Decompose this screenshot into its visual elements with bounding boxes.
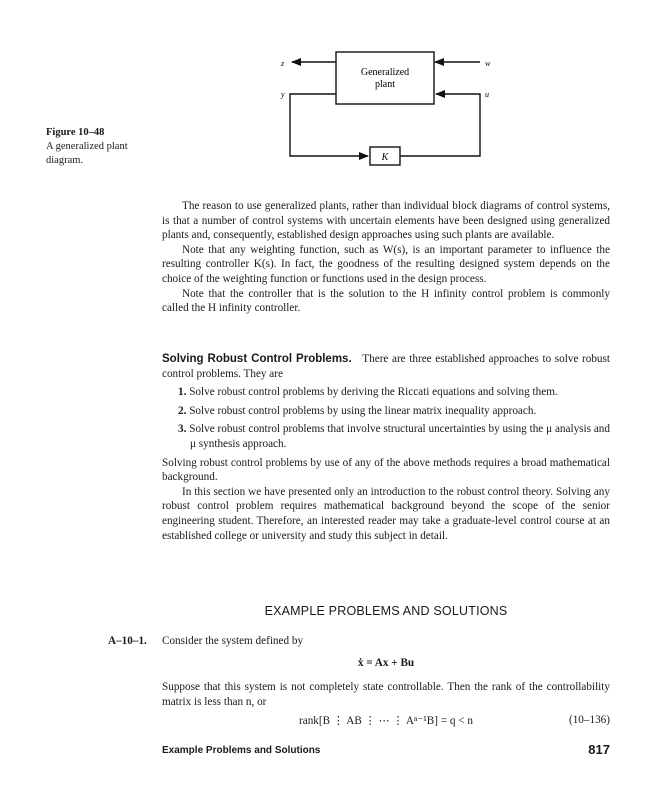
signal-z-label: z	[281, 59, 285, 68]
generalized-plant-diagram	[0, 0, 653, 200]
problem-label: A–10–1.	[108, 635, 147, 647]
paragraph-generalized-plants: The reason to use generalized plants, rather than individual block diagrams of control systems, is that a number of control systems with uncertain elements have been designed using generalized plants and, consequently, established design approaches using such plants are available.	[162, 200, 610, 242]
equation-number: (10–136)	[568, 714, 610, 726]
robust-section-heading: Solving Robust Control Problems.	[162, 353, 352, 365]
figure-caption	[46, 126, 158, 168]
paragraph-weighting-function: Note that any weighting function, such as W(s), is an important parameter to influence the resulting controller K(s). In fact, the goodness of the resulting designed system depends on the choice of the weighting function or functions used in the design process.	[162, 243, 610, 285]
paragraph-summary: In this section we have presented only an introduction to the robust control theory. Solving any robust control problem requires mathematical background beyond the scope of the senior engineering student. Therefore, an interested reader may take a graduate-level control course at an established college or university and study this subject in detail.	[162, 485, 610, 542]
figure-label: Figure 10–48	[46, 127, 105, 138]
state-equation: ẋ = Ax + Bu	[357, 657, 415, 669]
examples-heading: EXAMPLE PROBLEMS AND SOLUTIONS	[264, 604, 508, 618]
robust-intro-text: There are three established approaches to solve robust control problems. They are	[162, 353, 610, 380]
robust-intro	[162, 352, 610, 381]
robust-section	[162, 352, 610, 543]
rank-equation: rank[B ⋮ AB ⋮ ⋯ ⋮ Aⁿ⁻¹B] = q < n	[299, 715, 473, 727]
signal-w-label: w	[485, 59, 491, 68]
plant-label-line1: Generalized	[360, 67, 410, 78]
methods-list	[162, 385, 610, 451]
problem-body: Suppose that this system is not completely state controllable. Then the rank of the controllability matrix is less than n, or	[162, 681, 610, 708]
problem-intro: Consider the system defined by	[162, 635, 304, 647]
paragraph-h-infinity: Note that the controller that is the solution to the H infinity control problem is commonly called the H infinity controller.	[162, 287, 610, 315]
signal-u-label: u	[485, 90, 489, 99]
plant-label-line2: plant	[375, 79, 395, 90]
list-item: 2. Solve robust control problems by using the linear matrix inequality approach.	[178, 404, 537, 417]
figure-caption-text: A generalized plant diagram.	[46, 141, 128, 166]
controller-label: K	[381, 152, 389, 163]
plant-block	[336, 52, 434, 104]
list-item: 1. Solve robust control problems by deriving the Riccati equations and solving them.	[178, 386, 558, 399]
footer-section-title: Example Problems and Solutions	[162, 745, 321, 756]
paragraph-background: Solving robust control problems by use of any of the above methods requires a broad mathematical background.	[162, 456, 610, 484]
signal-y-label: y	[281, 90, 285, 99]
intro-paragraphs	[162, 199, 610, 316]
list-item: 3. Solve robust control problems that involve structural uncertainties by using the μ analysis and μ synthesis approach.	[178, 423, 610, 450]
page-number: 817	[588, 742, 610, 757]
